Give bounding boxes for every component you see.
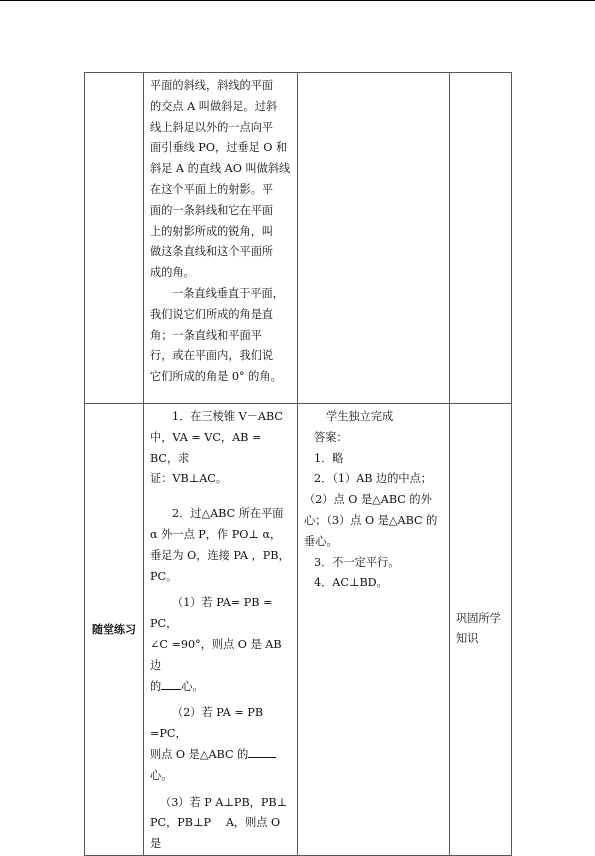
student-activity-cell [298,404,450,856]
content-line: 角；一条直线和平面平 [150,328,262,342]
question-line: 证：VB⊥AC。 [150,472,228,486]
activity-note: 学生独立完成 [326,410,394,423]
content-line: 斜足 A 的直线 AO 叫做斜线 [150,162,291,176]
answer-line: 2．（1）AB 边的中点； [314,472,432,486]
question-2: 2．过△ABC 所在平面 [172,507,284,521]
lesson-plan-table [84,72,512,856]
section-label: 随堂练习 [85,404,144,856]
student-activity-cell-empty [298,73,450,404]
table-row [85,73,512,404]
answer-blank [248,745,276,758]
content-line: 成的角。 [150,266,195,280]
answer-line: 4．AC⊥BD。 [314,576,388,590]
question-line: 垂足为 O，连接 PA ，PB， [150,548,290,562]
content-line: 线上斜足以外的一点向平 [150,120,274,134]
header-rule [0,0,595,1]
answer-line: 垂心。 [304,534,338,548]
content-line: 面引垂线 PO，过垂足 O 和 [150,141,288,155]
content-line: 它们所成的角是 0° 的角。 [150,370,282,384]
question-line: PC。 [150,569,178,583]
purpose-line: 知识 [456,632,479,646]
answer-line: 3．不一定平行。 [314,555,400,569]
question-line [150,677,293,698]
table-row [85,404,512,856]
content-line: 一条直线垂直于平面， [172,286,284,300]
question-1: 1．在三棱锥 V－ABC [172,410,283,423]
section-label-cell-empty [85,73,144,404]
answer-blank [161,677,181,690]
answer-line: （2）点 O 是△ABC 的外 [304,493,432,507]
question-text: 心。 [181,679,204,693]
content-line: 行，或在平面内，我们说 [150,349,274,363]
content-line: 平面的斜线，斜线的平面 [150,79,274,92]
question-line [150,745,293,766]
content-line: 上的射影所成的锐角，叫 [150,224,274,238]
question-line: PC，PB⊥P A，则点 O 是 [150,816,281,851]
teaching-content-cell [144,73,298,404]
content-line: 做这条直线和这个平面所 [150,245,274,259]
question-line: ∠C =90°，则点 O 是 AB 边 [150,637,282,672]
question-line: α 外一点 P，作 PO⊥ α， [150,527,282,541]
purpose-cell-empty [450,73,512,404]
question-text: 则点 O 是△ABC 的 [150,747,249,761]
purpose-cell [450,404,512,856]
content-line: 面的一条斜线和它在平面 [150,203,274,217]
question-line: 中，VA = VC，AB = BC，求 [150,430,262,465]
question-text: 的 [150,679,162,693]
content-line: 我们说它们所成的角是直 [150,307,274,321]
content-line: 在这个平面上的射影。平 [150,182,274,196]
answer-line: 心；（3）点 O 是△ABC 的 [304,513,438,527]
content-line: 的交点 A 叫做斜足。过斜 [150,99,278,113]
answer-line: 1．略 [314,451,344,465]
purpose-line: 巩固所学 [456,611,501,625]
question-line: 心。 [150,768,173,782]
answer-heading: 答案： [314,430,348,444]
question-2-part-2: （2）若 PA = PB =PC， [150,706,264,741]
question-2-part-3: （3）若 P A⊥PB，PB⊥ [160,795,288,809]
exercise-cell [144,404,298,856]
question-2-part-1: （1）若 PA= PB = PC， [150,596,273,631]
